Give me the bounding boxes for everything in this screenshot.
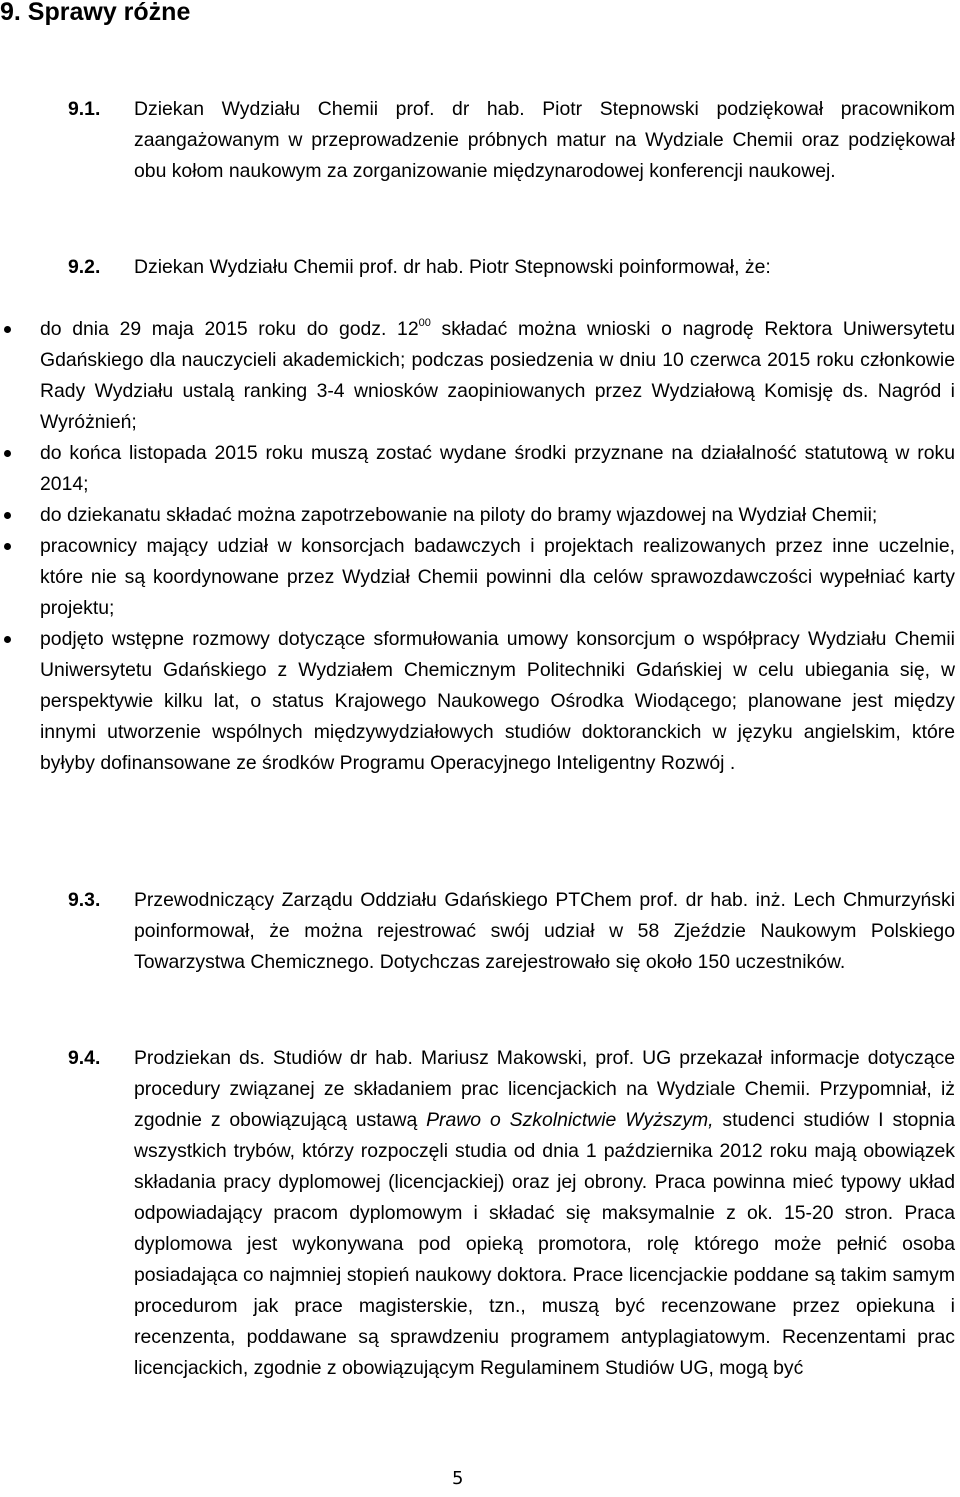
paragraph-number: 9.3. — [68, 889, 101, 911]
bullet-icon — [4, 326, 11, 333]
list-item: pracownicy mający udział w konsorcjach badawczych i projektach realizowanych przez inne uczelnie, które nie są koordynowane przez Wydział Chemii powinni dla celów sprawozdawczości wypełniać karty projektu; — [0, 531, 955, 624]
bullet-icon — [4, 636, 11, 643]
paragraph-number: 9.4. — [68, 1047, 101, 1069]
section-heading: 9. Sprawy różne — [0, 0, 191, 26]
paragraph-text: Dziekan Wydziału Chemii prof. dr hab. Piotr Stepnowski poinformował, że: — [134, 256, 771, 278]
list-item: do końca listopada 2015 roku muszą zostać wydane środki przyznane na działalność statutową w roku 2014; — [0, 438, 955, 500]
paragraph-text: Prodziekan ds. Studiów dr hab. Mariusz Makowski, prof. UG przekazał informacje dotyczące procedury związanej ze składaniem prac licencjackich na Wydziale Chemii. Przypomniał, iż zgodnie z obowiązującą ustawą Prawo o Szkolnictwie Wyższym, studenci studiów I stopnia wszystkich trybów, którzy rozpoczęli studia od dnia 1 października 2012 roku mają obowiązek składania pracy dyplomowej (licencjackiej) oraz jej obrony. Praca powinna mieć typowy układ odpowiadający pracom dyplomowym i składać się maksymalnie z ok. 15-20 stron. Praca dyplomowa jest wykonywana pod opieką promotora, rolę którego może pełnić osoba posiadająca co najmniej stopień naukowy doktora. Prace licencjackie poddane są takim samym procedurom jak prace magisterskie, tzn., muszą być recenzowane przez opiekuna i recenzenta, poddawane są sprawdzeniu programem antyplagiatowym. Recenzentami prac licencjackich, zgodnie z obowiązującym Regulaminem Studiów UG, mogą być — [134, 1047, 955, 1379]
bullet-icon — [4, 512, 11, 519]
paragraph-number: 9.2. — [68, 256, 101, 278]
list-item: do dnia 29 maja 2015 roku do godz. $12^{00}$ składać można wnioski o nagrodę Rektora Uniwersytetu Gdańskiego dla nauczycieli akademickich; podczas posiedzenia w dniu 10 czerwca 2015 roku członkowie Rady Wydziału ustalą ranking 3-4 wniosków zaopiniowanych przez Wydziałową Komisję ds. Nagród i Wyróżnień; — [0, 314, 955, 438]
list-item: podjęto wstępne rozmowy dotyczące sformułowania umowy konsorcjum o współpracy Wydziału Chemii Uniwersytetu Gdańskiego z Wydziałem Chemicznym Politechniki Gdańskiej w celu ubiegania się, w perspektywie kilku lat, o status Krajowego Naukowego Ośrodka Wiodącego; planowane jest między innymi utworzenie wspólnych międzywydziałowych studiów doktoranckich w języku angielskim, które byłyby dofinansowane ze środków Programu Operacyjnego Inteligentny Rozwój . — [0, 624, 955, 779]
page-number: 5 — [452, 1468, 464, 1489]
bullet-icon — [4, 543, 11, 550]
bullet-list — [0, 314, 960, 779]
paragraph-number: 9.1. — [68, 98, 101, 120]
bullet-icon — [4, 450, 11, 457]
list-item: do dziekanatu składać można zapotrzebowanie na piloty do bramy wjazdowej na Wydział Chemii; — [0, 500, 955, 531]
paragraph-text: Dziekan Wydziału Chemii prof. dr hab. Piotr Stepnowski podziękował pracownikom zaangażowanym w przeprowadzenie próbnych matur na Wydziale Chemii oraz podziękował obu kołom naukowym za zorganizowanie międzynarodowej konferencji naukowej. — [134, 98, 955, 182]
law-title: Prawo o Szkolnictwie Wyższym, — [426, 1109, 714, 1131]
paragraph-text: Przewodniczący Zarządu Oddziału Gdańskiego PTChem prof. dr hab. inż. Lech Chmurzyński poinformował, że można rejestrować swój udział w 58 Zjeździe Naukowym Polskiego Towarzystwa Chemicznego. Dotychczas zarejestrowało się około 150 uczestników. — [134, 889, 955, 973]
